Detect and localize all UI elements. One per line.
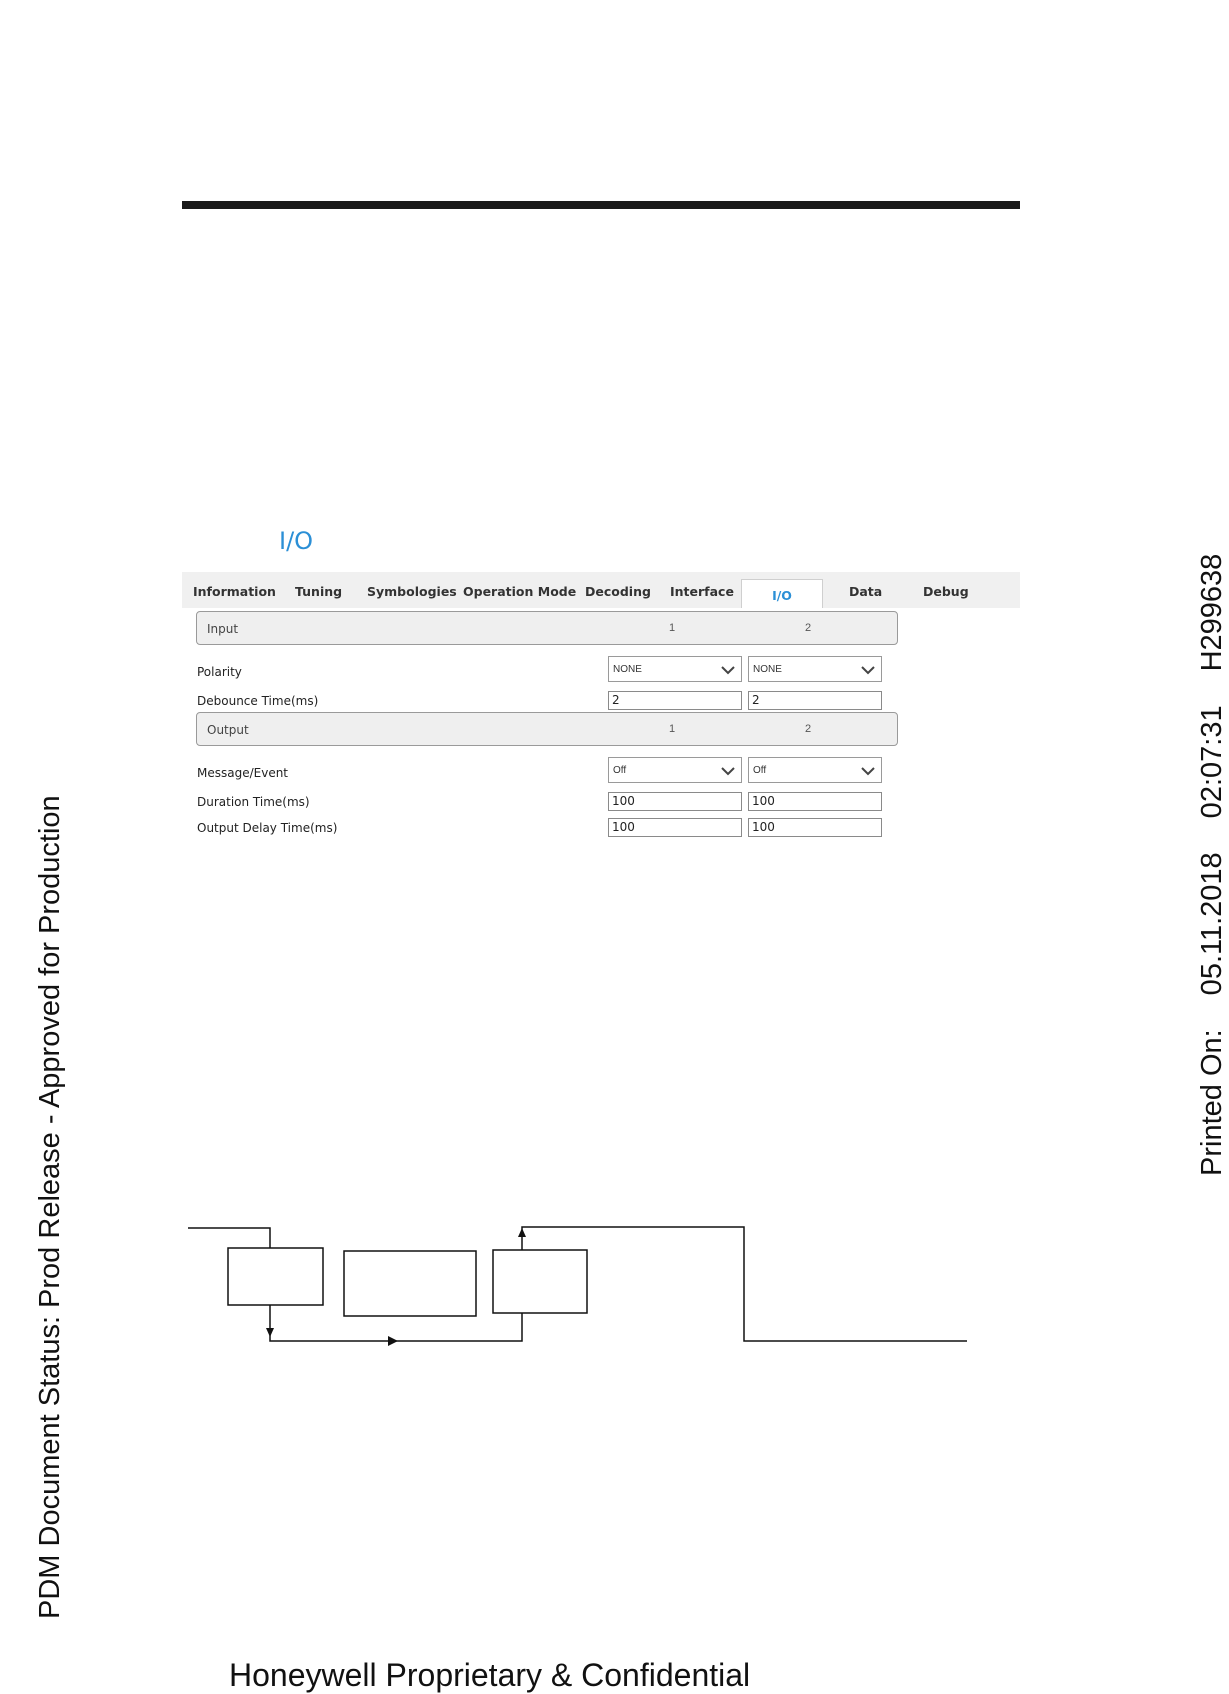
tab-tuning[interactable]: Tuning xyxy=(295,584,343,599)
tab-symbologies[interactable]: Symbologies xyxy=(367,584,457,599)
tab-information[interactable]: Information xyxy=(193,584,276,599)
output-col-1: 1 xyxy=(669,723,676,735)
arrow-up-icon xyxy=(518,1228,526,1237)
diagram-box-1 xyxy=(228,1248,323,1305)
arrow-down-icon xyxy=(266,1328,274,1337)
polarity-select-2[interactable] xyxy=(748,656,882,682)
tab-interface[interactable]: Interface xyxy=(670,584,734,599)
output-delay-input-2[interactable]: 100 xyxy=(748,818,882,837)
print-info xyxy=(1196,520,1229,1176)
section-title: I/O xyxy=(279,527,314,555)
message-event-value-1: Off xyxy=(613,765,627,776)
message-event-value-2: Off xyxy=(753,765,767,776)
tab-io[interactable]: I/O xyxy=(741,579,823,610)
output-delay-label: Output Delay Time(ms) xyxy=(197,821,338,835)
pdm-status-text: PDM Document Status: Prod Release - Approved for Production xyxy=(34,795,66,1619)
polarity-label: Polarity xyxy=(197,665,242,679)
debounce-label: Debounce Time(ms) xyxy=(197,694,319,708)
chevron-down-icon xyxy=(721,665,735,675)
printed-on-label: Printed On: xyxy=(1196,1029,1228,1176)
input-col-1: 1 xyxy=(669,622,676,634)
output-delay-input-1[interactable]: 100 xyxy=(608,818,742,837)
tab-operation-mode[interactable]: Operation Mode xyxy=(463,584,577,599)
document-id: H299638 xyxy=(1196,553,1228,672)
chevron-down-icon xyxy=(861,665,875,675)
output-group-header xyxy=(196,712,898,746)
input-col-2: 2 xyxy=(805,622,812,634)
diagram-input-line xyxy=(188,1228,270,1248)
message-event-label: Message/Event xyxy=(197,766,289,780)
header-rule xyxy=(182,201,1020,209)
duration-input-1[interactable]: 100 xyxy=(608,792,742,811)
debounce-input-1[interactable]: 2 xyxy=(608,691,742,710)
duration-input-2[interactable]: 100 xyxy=(748,792,882,811)
tab-data[interactable]: Data xyxy=(849,584,883,599)
polarity-value-2: NONE xyxy=(753,664,782,675)
tab-bar xyxy=(182,572,1020,609)
duration-label: Duration Time(ms) xyxy=(197,795,310,809)
chevron-down-icon xyxy=(861,766,875,776)
io-panel xyxy=(182,608,1020,864)
arrow-right-icon xyxy=(388,1336,398,1346)
printed-time: 02:07:31 xyxy=(1196,705,1228,819)
message-event-select-2[interactable] xyxy=(748,757,882,783)
diagram-feedback-line xyxy=(270,1305,522,1341)
input-header-label: Input xyxy=(207,622,239,636)
polarity-select-1[interactable] xyxy=(608,656,742,682)
message-event-select-1[interactable] xyxy=(608,757,742,783)
input-group-header xyxy=(196,611,898,645)
tab-debug[interactable]: Debug xyxy=(923,584,969,599)
tab-decoding[interactable]: Decoding xyxy=(585,584,651,599)
diagram-output-line xyxy=(522,1227,967,1341)
timing-diagram xyxy=(180,1215,980,1365)
output-col-2: 2 xyxy=(805,723,812,735)
output-header-label: Output xyxy=(207,723,249,737)
printed-date: 05.11.2018 xyxy=(1196,852,1228,996)
settings-window xyxy=(182,572,1020,864)
diagram-box-2 xyxy=(344,1251,476,1316)
debounce-input-2[interactable]: 2 xyxy=(748,691,882,710)
diagram-box-3 xyxy=(493,1250,587,1313)
chevron-down-icon xyxy=(721,766,735,776)
polarity-value-1: NONE xyxy=(613,664,642,675)
footer-confidential: Honeywell Proprietary & Confidential xyxy=(229,1657,751,1693)
